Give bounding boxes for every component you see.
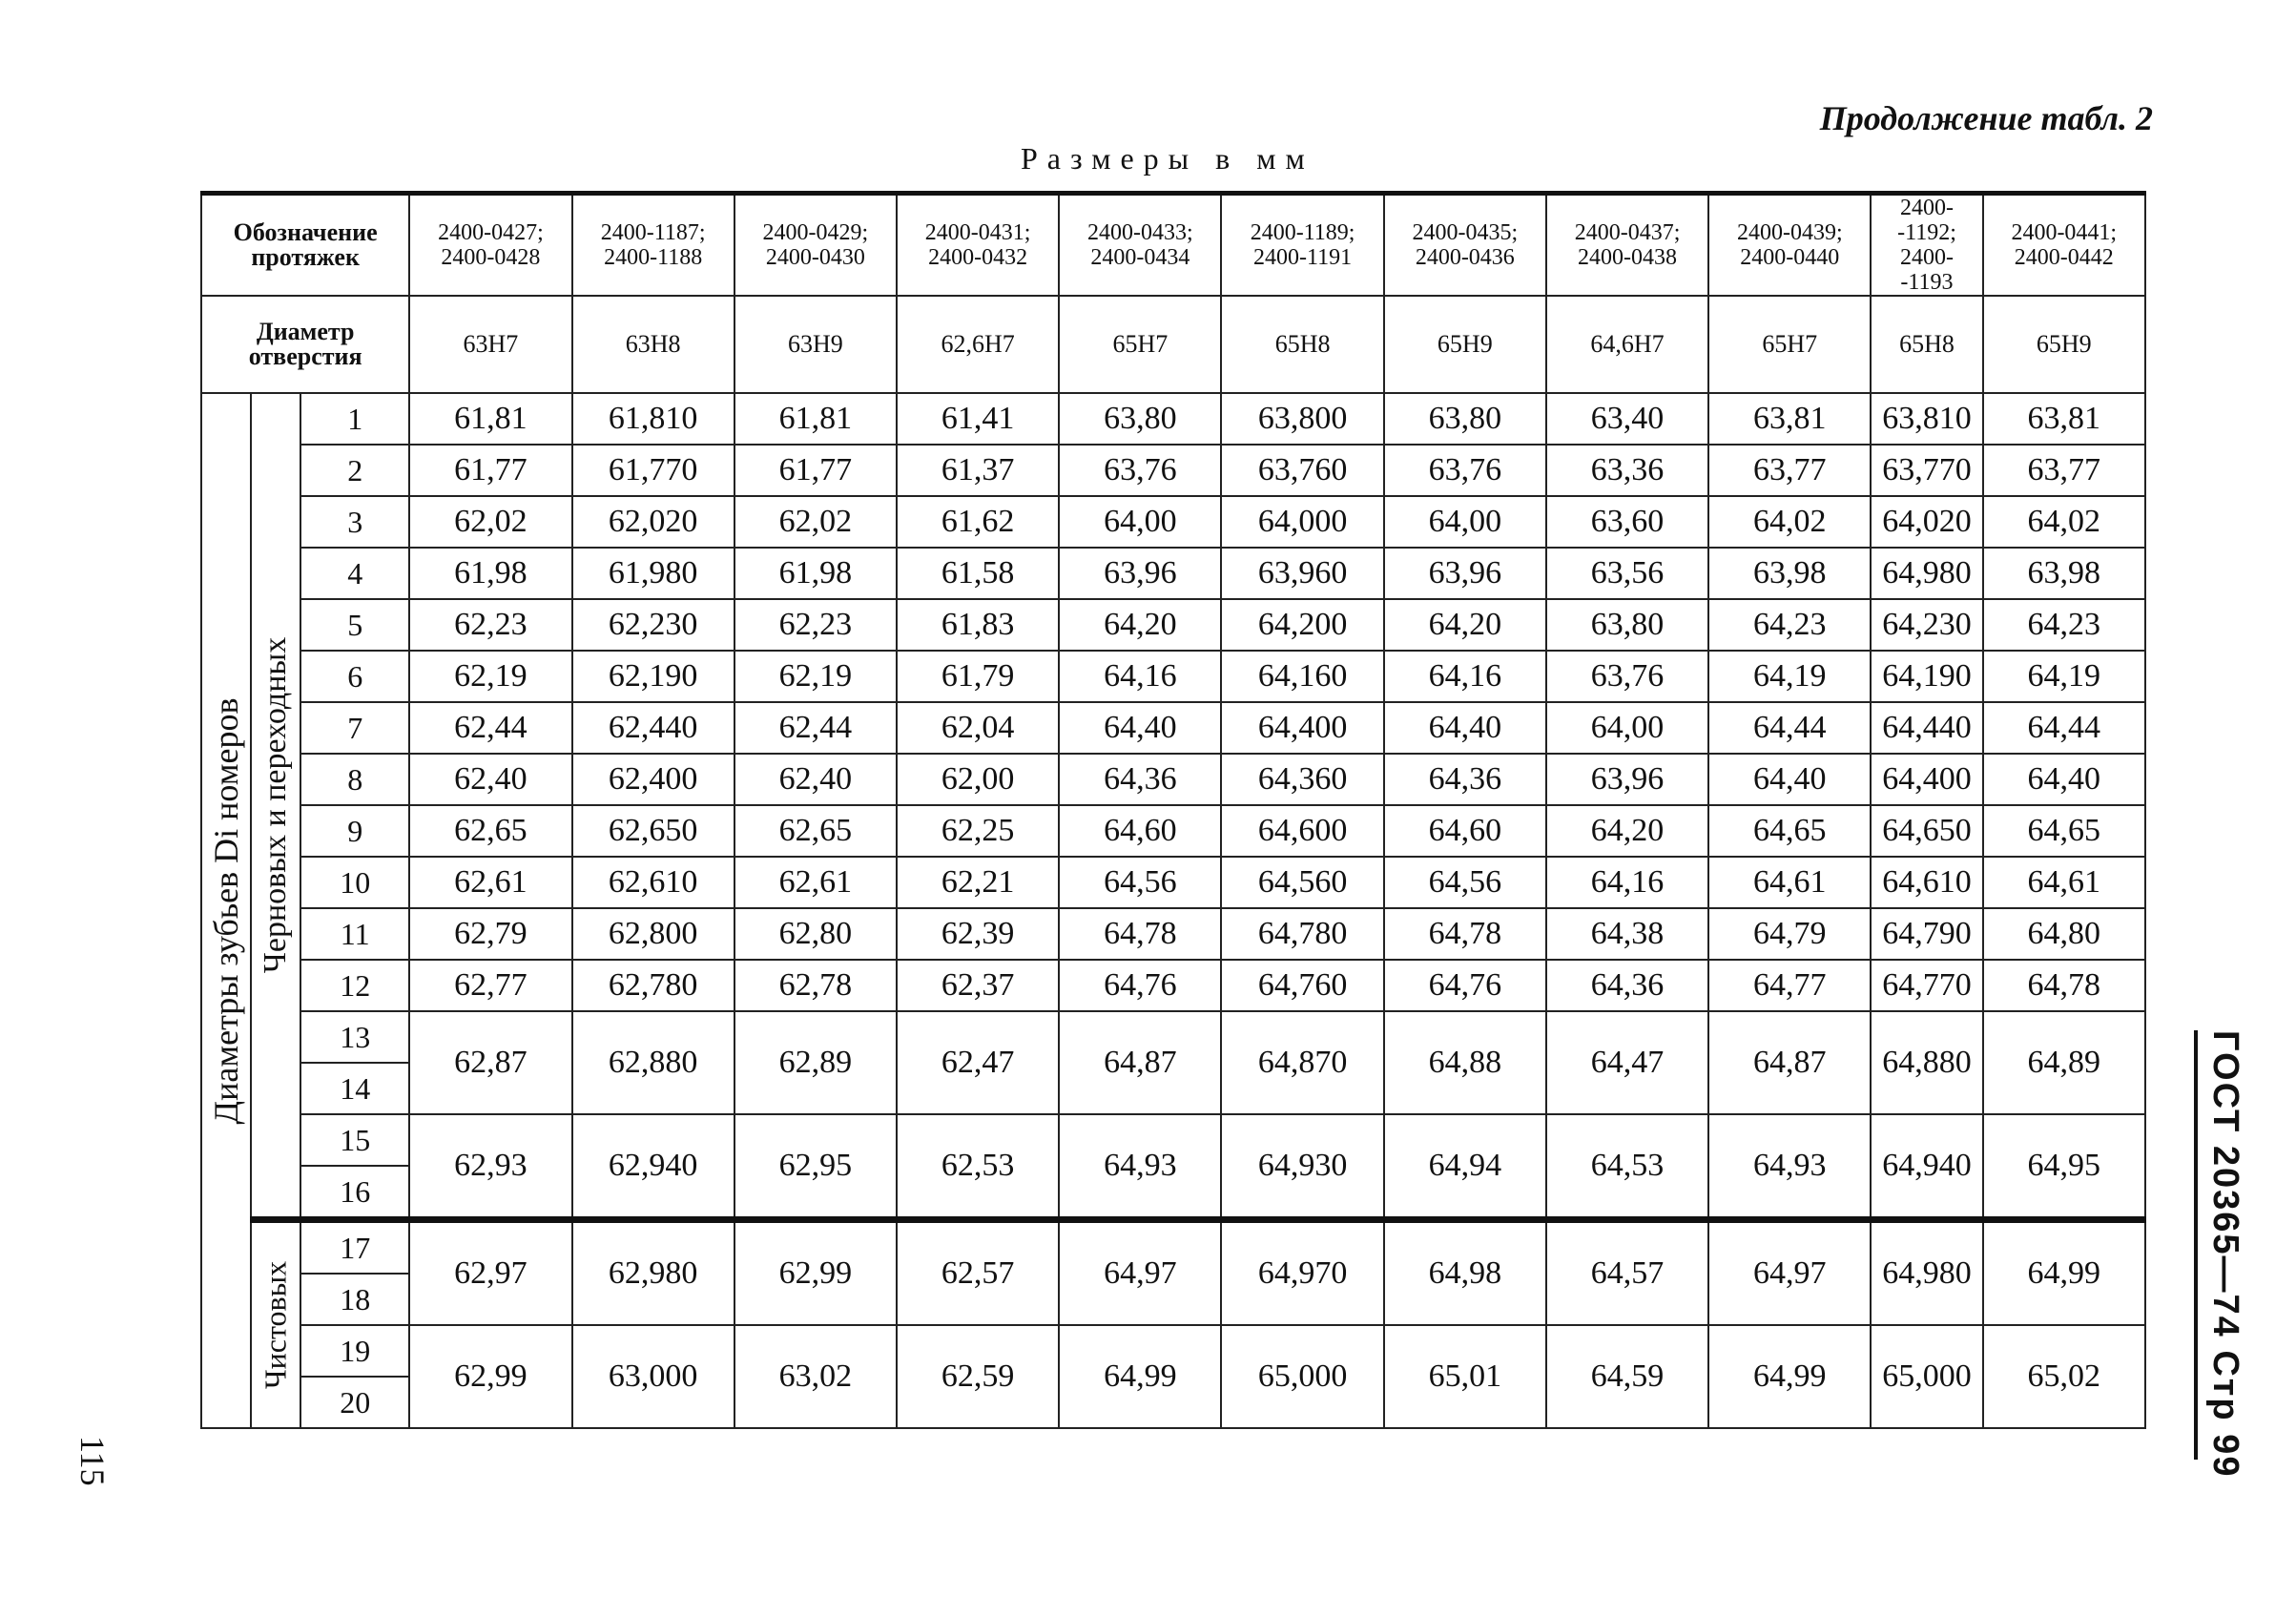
value-cell: 63,98 — [1708, 548, 1871, 599]
value-cell: 64,44 — [1708, 702, 1871, 754]
value-cell: 61,77 — [734, 445, 897, 496]
value-cell: 64,79 — [1708, 908, 1871, 960]
value-cell: 62,02 — [409, 496, 571, 548]
value-cell: 64,61 — [1708, 857, 1871, 908]
group-label-cell — [201, 393, 251, 1428]
gost-side-label: ГОСТ 20365—74 Стр 99 — [2194, 1030, 2236, 1460]
value-cell: 62,97 — [409, 1220, 571, 1326]
value-cell: 64,440 — [1871, 702, 1982, 754]
subgroup-rough-label: Черновых и переходных — [258, 636, 294, 974]
value-cell: 64,19 — [1708, 651, 1871, 702]
value-cell: 64,650 — [1871, 805, 1982, 857]
value-cell: 62,40 — [409, 754, 571, 805]
tooth-number: 14 — [300, 1063, 409, 1114]
value-cell: 64,20 — [1546, 805, 1708, 857]
value-cell: 62,79 — [409, 908, 571, 960]
value-cell: 64,78 — [1983, 960, 2145, 1011]
value-cell: 64,760 — [1221, 960, 1383, 1011]
value-cell: 64,38 — [1546, 908, 1708, 960]
value-cell: 62,25 — [897, 805, 1059, 857]
column-designation-3: 2400-0429; 2400-0430 — [734, 194, 897, 297]
value-cell: 63,02 — [734, 1325, 897, 1428]
value-cell: 62,65 — [409, 805, 571, 857]
value-cell: 64,600 — [1221, 805, 1383, 857]
value-cell: 62,650 — [572, 805, 734, 857]
column-designation-8: 2400-0437; 2400-0438 — [1546, 194, 1708, 297]
column-designation-11: 2400-0441; 2400-0442 — [1983, 194, 2145, 297]
table-row — [201, 1220, 2145, 1275]
value-cell: 62,19 — [734, 651, 897, 702]
table-row — [201, 1114, 2145, 1166]
value-cell: 64,790 — [1871, 908, 1982, 960]
value-cell: 62,44 — [409, 702, 571, 754]
value-cell: 64,99 — [1708, 1325, 1871, 1428]
tooth-number: 9 — [300, 805, 409, 857]
value-cell: 62,80 — [734, 908, 897, 960]
value-cell: 64,16 — [1384, 651, 1546, 702]
value-cell: 63,77 — [1708, 445, 1871, 496]
value-cell: 64,23 — [1983, 599, 2145, 651]
value-cell: 64,40 — [1708, 754, 1871, 805]
value-cell: 64,97 — [1059, 1220, 1221, 1326]
column-diameter-5: 65H7 — [1059, 296, 1221, 393]
column-designation-5: 2400-0433; 2400-0434 — [1059, 194, 1221, 297]
value-cell: 61,41 — [897, 393, 1059, 445]
table-row — [201, 496, 2145, 548]
value-cell: 62,440 — [572, 702, 734, 754]
value-cell: 64,400 — [1871, 754, 1982, 805]
value-cell: 64,61 — [1983, 857, 2145, 908]
column-designation-9: 2400-0439; 2400-0440 — [1708, 194, 1871, 297]
table-row — [201, 548, 2145, 599]
value-cell: 64,780 — [1221, 908, 1383, 960]
value-cell: 64,870 — [1221, 1011, 1383, 1114]
value-cell: 64,020 — [1871, 496, 1982, 548]
value-cell: 63,60 — [1546, 496, 1708, 548]
value-cell: 62,61 — [409, 857, 571, 908]
value-cell: 64,19 — [1983, 651, 2145, 702]
table-row — [201, 393, 2145, 445]
column-designation-4: 2400-0431; 2400-0432 — [897, 194, 1059, 297]
value-cell: 61,770 — [572, 445, 734, 496]
value-cell: 62,95 — [734, 1114, 897, 1220]
subgroup-finish-label: Чистовых — [258, 1260, 293, 1390]
value-cell: 64,65 — [1708, 805, 1871, 857]
value-cell: 61,98 — [409, 548, 571, 599]
tooth-number: 18 — [300, 1274, 409, 1325]
tooth-number: 7 — [300, 702, 409, 754]
value-cell: 63,760 — [1221, 445, 1383, 496]
tooth-number: 12 — [300, 960, 409, 1011]
value-cell: 62,21 — [897, 857, 1059, 908]
value-cell: 64,60 — [1384, 805, 1546, 857]
value-cell: 64,36 — [1546, 960, 1708, 1011]
tooth-number: 5 — [300, 599, 409, 651]
value-cell: 64,20 — [1384, 599, 1546, 651]
value-cell: 62,78 — [734, 960, 897, 1011]
tooth-number: 1 — [300, 393, 409, 445]
table-row — [201, 1011, 2145, 1063]
value-cell: 61,62 — [897, 496, 1059, 548]
value-cell: 64,88 — [1384, 1011, 1546, 1114]
value-cell: 63,810 — [1871, 393, 1982, 445]
value-cell: 64,02 — [1708, 496, 1871, 548]
value-cell: 64,00 — [1546, 702, 1708, 754]
column-diameter-10: 65H8 — [1871, 296, 1982, 393]
value-cell: 64,40 — [1983, 754, 2145, 805]
value-cell: 64,56 — [1384, 857, 1546, 908]
tooth-number: 15 — [300, 1114, 409, 1166]
value-cell: 61,810 — [572, 393, 734, 445]
value-cell: 62,02 — [734, 496, 897, 548]
value-cell: 64,02 — [1983, 496, 2145, 548]
value-cell: 64,000 — [1221, 496, 1383, 548]
value-cell: 61,83 — [897, 599, 1059, 651]
value-cell: 63,000 — [572, 1325, 734, 1428]
column-diameter-2: 63H8 — [572, 296, 734, 393]
value-cell: 62,23 — [409, 599, 571, 651]
value-cell: 62,99 — [734, 1220, 897, 1326]
value-cell: 64,93 — [1708, 1114, 1871, 1220]
value-cell: 62,65 — [734, 805, 897, 857]
column-diameter-7: 65H9 — [1384, 296, 1546, 393]
value-cell: 61,81 — [734, 393, 897, 445]
value-cell: 63,960 — [1221, 548, 1383, 599]
value-cell: 63,40 — [1546, 393, 1708, 445]
value-cell: 62,780 — [572, 960, 734, 1011]
value-cell: 62,99 — [409, 1325, 571, 1428]
value-cell: 62,89 — [734, 1011, 897, 1114]
value-cell: 61,37 — [897, 445, 1059, 496]
value-cell: 62,39 — [897, 908, 1059, 960]
value-cell: 64,00 — [1059, 496, 1221, 548]
value-cell: 64,230 — [1871, 599, 1982, 651]
value-cell: 62,940 — [572, 1114, 734, 1220]
value-cell: 64,78 — [1384, 908, 1546, 960]
value-cell: 63,96 — [1059, 548, 1221, 599]
value-cell: 62,610 — [572, 857, 734, 908]
value-cell: 64,880 — [1871, 1011, 1982, 1114]
value-cell: 64,56 — [1059, 857, 1221, 908]
value-cell: 64,160 — [1221, 651, 1383, 702]
value-cell: 63,76 — [1384, 445, 1546, 496]
value-cell: 64,93 — [1059, 1114, 1221, 1220]
value-cell: 64,23 — [1708, 599, 1871, 651]
value-cell: 64,97 — [1708, 1220, 1871, 1326]
value-cell: 64,610 — [1871, 857, 1982, 908]
value-cell: 63,56 — [1546, 548, 1708, 599]
value-cell: 63,76 — [1546, 651, 1708, 702]
value-cell: 61,98 — [734, 548, 897, 599]
value-cell: 62,020 — [572, 496, 734, 548]
value-cell: 62,400 — [572, 754, 734, 805]
value-cell: 62,04 — [897, 702, 1059, 754]
value-cell: 64,77 — [1708, 960, 1871, 1011]
value-cell: 62,23 — [734, 599, 897, 651]
value-cell: 64,00 — [1384, 496, 1546, 548]
dimensions-table — [200, 191, 2146, 1429]
value-cell: 65,01 — [1384, 1325, 1546, 1428]
units-caption: Размеры в мм — [1021, 141, 1314, 176]
value-cell: 64,94 — [1384, 1114, 1546, 1220]
value-cell: 64,940 — [1871, 1114, 1982, 1220]
value-cell: 64,76 — [1384, 960, 1546, 1011]
value-cell: 64,770 — [1871, 960, 1982, 1011]
continuation-title: Продолжение табл. 2 — [1819, 99, 2153, 137]
value-cell: 64,36 — [1059, 754, 1221, 805]
column-designation-6: 2400-1189; 2400-1191 — [1221, 194, 1383, 297]
value-cell: 64,60 — [1059, 805, 1221, 857]
value-cell: 63,36 — [1546, 445, 1708, 496]
value-cell: 64,65 — [1983, 805, 2145, 857]
subgroup-finish-cell — [251, 1220, 300, 1429]
tooth-number: 10 — [300, 857, 409, 908]
value-cell: 62,37 — [897, 960, 1059, 1011]
table-row — [201, 651, 2145, 702]
value-cell: 61,980 — [572, 548, 734, 599]
value-cell: 62,93 — [409, 1114, 571, 1220]
value-cell: 64,87 — [1708, 1011, 1871, 1114]
column-diameter-6: 65H8 — [1221, 296, 1383, 393]
value-cell: 64,40 — [1059, 702, 1221, 754]
tooth-number: 2 — [300, 445, 409, 496]
value-cell: 63,76 — [1059, 445, 1221, 496]
value-cell: 65,000 — [1871, 1325, 1982, 1428]
header-diameter-label: Диаметр отверстия — [201, 296, 409, 393]
value-cell: 64,190 — [1871, 651, 1982, 702]
value-cell: 62,980 — [572, 1220, 734, 1326]
table-row — [201, 599, 2145, 651]
value-cell: 65,02 — [1983, 1325, 2145, 1428]
value-cell: 64,360 — [1221, 754, 1383, 805]
value-cell: 64,980 — [1871, 548, 1982, 599]
value-cell: 64,47 — [1546, 1011, 1708, 1114]
value-cell: 63,800 — [1221, 393, 1383, 445]
value-cell: 64,99 — [1983, 1220, 2145, 1326]
value-cell: 62,00 — [897, 754, 1059, 805]
column-designation-7: 2400-0435; 2400-0436 — [1384, 194, 1546, 297]
value-cell: 64,89 — [1983, 1011, 2145, 1114]
value-cell: 64,80 — [1983, 908, 2145, 960]
tooth-number: 11 — [300, 908, 409, 960]
value-cell: 64,53 — [1546, 1114, 1708, 1220]
value-cell: 62,230 — [572, 599, 734, 651]
header-row-diameter — [201, 296, 2145, 393]
tooth-number: 3 — [300, 496, 409, 548]
tooth-number: 13 — [300, 1011, 409, 1063]
value-cell: 62,61 — [734, 857, 897, 908]
table-row — [201, 857, 2145, 908]
table-row — [201, 960, 2145, 1011]
value-cell: 64,16 — [1546, 857, 1708, 908]
value-cell: 62,87 — [409, 1011, 571, 1114]
value-cell: 64,930 — [1221, 1114, 1383, 1220]
value-cell: 62,44 — [734, 702, 897, 754]
value-cell: 63,770 — [1871, 445, 1982, 496]
value-cell: 62,19 — [409, 651, 571, 702]
group-label: Диаметры зубьев Di номеров — [207, 697, 246, 1124]
value-cell: 62,47 — [897, 1011, 1059, 1114]
value-cell: 61,58 — [897, 548, 1059, 599]
column-diameter-3: 63H9 — [734, 296, 897, 393]
value-cell: 64,970 — [1221, 1220, 1383, 1326]
column-diameter-4: 62,6H7 — [897, 296, 1059, 393]
tooth-number: 16 — [300, 1166, 409, 1220]
tooth-number: 19 — [300, 1325, 409, 1377]
value-cell: 62,57 — [897, 1220, 1059, 1326]
value-cell: 62,800 — [572, 908, 734, 960]
value-cell: 63,96 — [1546, 754, 1708, 805]
value-cell: 61,77 — [409, 445, 571, 496]
value-cell: 61,81 — [409, 393, 571, 445]
value-cell: 63,81 — [1708, 393, 1871, 445]
table-row — [201, 1325, 2145, 1377]
table-row — [201, 805, 2145, 857]
tooth-number: 17 — [300, 1220, 409, 1275]
column-diameter-8: 64,6H7 — [1546, 296, 1708, 393]
value-cell: 62,880 — [572, 1011, 734, 1114]
value-cell: 64,57 — [1546, 1220, 1708, 1326]
column-designation-1: 2400-0427; 2400-0428 — [409, 194, 571, 297]
table-row — [201, 702, 2145, 754]
column-diameter-9: 65H7 — [1708, 296, 1871, 393]
value-cell: 63,81 — [1983, 393, 2145, 445]
value-cell: 62,53 — [897, 1114, 1059, 1220]
value-cell: 62,59 — [897, 1325, 1059, 1428]
tooth-number: 8 — [300, 754, 409, 805]
value-cell: 64,98 — [1384, 1220, 1546, 1326]
value-cell: 62,40 — [734, 754, 897, 805]
value-cell: 63,77 — [1983, 445, 2145, 496]
value-cell: 64,44 — [1983, 702, 2145, 754]
tooth-number: 4 — [300, 548, 409, 599]
tooth-number: 20 — [300, 1377, 409, 1428]
value-cell: 64,99 — [1059, 1325, 1221, 1428]
value-cell: 64,36 — [1384, 754, 1546, 805]
page-number: 115 — [73, 1436, 112, 1486]
value-cell: 64,20 — [1059, 599, 1221, 651]
subgroup-rough-cell — [251, 393, 300, 1220]
value-cell: 62,190 — [572, 651, 734, 702]
value-cell: 65,000 — [1221, 1325, 1383, 1428]
header-row-designation — [201, 194, 2145, 297]
value-cell: 63,96 — [1384, 548, 1546, 599]
column-diameter-1: 63H7 — [409, 296, 571, 393]
value-cell: 63,80 — [1546, 599, 1708, 651]
table-row — [201, 908, 2145, 960]
value-cell: 63,98 — [1983, 548, 2145, 599]
column-diameter-11: 65H9 — [1983, 296, 2145, 393]
value-cell: 64,560 — [1221, 857, 1383, 908]
value-cell: 64,76 — [1059, 960, 1221, 1011]
column-designation-10: 2400- -1192; 2400- -1193 — [1871, 194, 1982, 297]
value-cell: 64,200 — [1221, 599, 1383, 651]
value-cell: 63,80 — [1384, 393, 1546, 445]
value-cell: 63,80 — [1059, 393, 1221, 445]
value-cell: 64,40 — [1384, 702, 1546, 754]
table-row — [201, 445, 2145, 496]
value-cell: 64,400 — [1221, 702, 1383, 754]
value-cell: 64,59 — [1546, 1325, 1708, 1428]
value-cell: 61,79 — [897, 651, 1059, 702]
value-cell: 64,980 — [1871, 1220, 1982, 1326]
value-cell: 62,77 — [409, 960, 571, 1011]
value-cell: 64,87 — [1059, 1011, 1221, 1114]
header-designation-label: Обозначение протяжек — [201, 194, 409, 297]
column-designation-2: 2400-1187; 2400-1188 — [572, 194, 734, 297]
table-row — [201, 754, 2145, 805]
value-cell: 64,78 — [1059, 908, 1221, 960]
value-cell: 64,16 — [1059, 651, 1221, 702]
value-cell: 64,95 — [1983, 1114, 2145, 1220]
tooth-number: 6 — [300, 651, 409, 702]
